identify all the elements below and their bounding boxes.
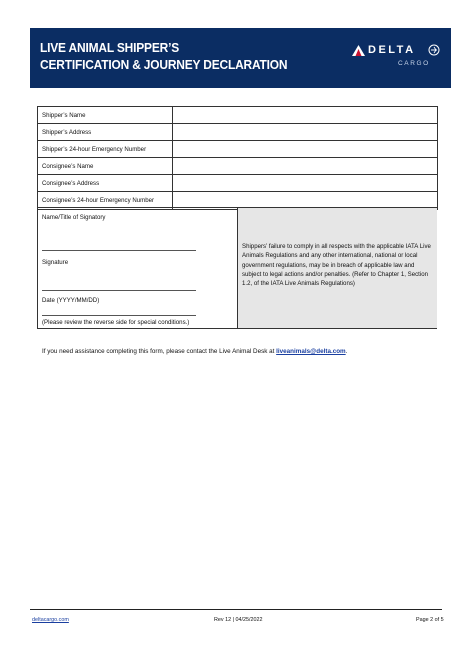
globe-icon — [428, 44, 440, 56]
table-row — [38, 124, 438, 141]
consignee-address-field[interactable] — [173, 175, 438, 192]
title-line-1: LIVE ANIMAL SHIPPER’S — [40, 40, 180, 55]
row-label: Consignee’s Address — [38, 175, 173, 192]
signature-line[interactable] — [42, 290, 196, 291]
email-link[interactable]: liveanimals@delta.com — [276, 348, 346, 355]
shipper-name-field[interactable] — [173, 107, 438, 124]
row-label: Shipper’s 24-hour Emergency Number — [38, 141, 173, 158]
delta-widget-icon — [352, 45, 365, 56]
footer-divider — [30, 609, 442, 610]
shipper-consignee-table — [37, 106, 438, 210]
compliance-notice-panel — [238, 208, 437, 328]
assistance-text: If you need assistance completing this form, please contact the Live Animal Desk at — [42, 348, 277, 355]
table-row — [38, 107, 438, 124]
logo-subtitle: CARGO — [398, 60, 430, 67]
form-title — [40, 39, 287, 73]
date-line[interactable] — [42, 315, 196, 316]
page-header — [30, 28, 451, 88]
assistance-trailing: . — [345, 348, 348, 355]
row-label: Consignee’s 24-hour Emergency Number — [38, 192, 173, 209]
consignee-name-field[interactable] — [173, 158, 438, 175]
assistance-line — [42, 348, 347, 355]
logo-wordmark: DELTA — [368, 44, 416, 56]
title-line-2: CERTIFICATION & JOURNEY DECLARATION — [40, 57, 288, 72]
row-label: Shipper’s Name — [38, 107, 173, 124]
table-row — [38, 158, 438, 175]
name-title-line[interactable] — [42, 250, 196, 251]
review-note: (Please review the reverse side for special conditions.) — [42, 319, 190, 326]
date-label: Date (YYYY/MM/DD) — [42, 297, 100, 304]
table-row — [38, 175, 438, 192]
row-label: Consignee’s Name — [38, 158, 173, 175]
shipper-emergency-number-field[interactable] — [173, 141, 438, 158]
compliance-notice: Shippers’ failure to comply in all respects with the applicable IATA Live Animals Regulations and any other international, national or local government regulations, may be in breach of applicable law and subject to legal actions and/or penalties. (Refer to Chapter 1, Section 1.2, of the IATA Live Animals Regulations) — [242, 243, 431, 288]
footer-revision: Rev 12 | 04/25/2022 — [214, 617, 263, 623]
row-label: Shipper’s Address — [38, 124, 173, 141]
signature-label: Signature — [42, 259, 69, 266]
footer-page-number: Page 2 of 5 — [416, 617, 444, 623]
footer-website-link[interactable]: deltacargo.com — [32, 617, 69, 623]
delta-cargo-logo — [352, 44, 442, 74]
signatory-section — [37, 207, 437, 329]
name-title-label: Name/Title of Signatory — [42, 214, 106, 221]
table-row — [38, 141, 438, 158]
shipper-address-field[interactable] — [173, 124, 438, 141]
signatory-fields — [38, 208, 238, 328]
